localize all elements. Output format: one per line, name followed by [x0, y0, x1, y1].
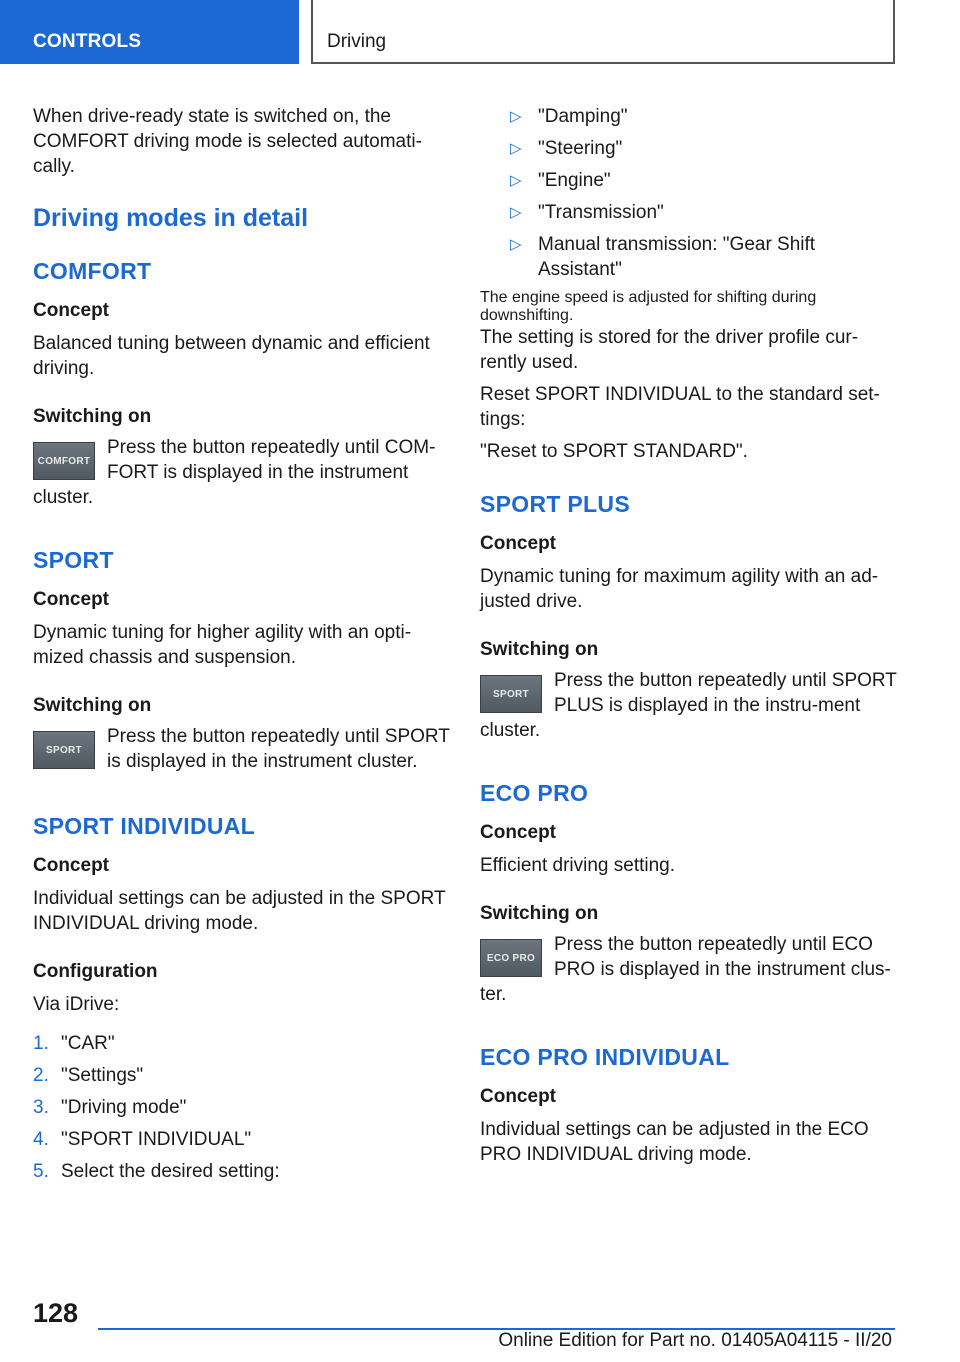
comfort-heading: COMFORT [33, 258, 152, 284]
comfort-concept-label: Concept [33, 300, 109, 321]
sport-concept-text: Dynamic tuning for higher agility with an opti-mized chassis and suspension. [33, 622, 412, 668]
step-number: 2. [33, 1065, 49, 1086]
step-text: "SPORT INDIVIDUAL" [61, 1129, 252, 1150]
configuration-label: Configuration [33, 961, 158, 982]
comfort-concept-text: Balanced tuning between dynamic and efficient driving. [33, 333, 430, 379]
reset-text: Reset SPORT INDIVIDUAL to the standard set-tings: [480, 384, 880, 430]
triangle-bullet-icon: ▷ [510, 172, 522, 189]
step-number: 5. [33, 1161, 49, 1182]
list-item [33, 1159, 451, 1184]
eco-pro-button-image: ECO PRO [480, 939, 542, 977]
header-section-tab: CONTROLS [0, 0, 299, 64]
configuration-steps [33, 1031, 451, 1184]
list-item [33, 1127, 451, 1152]
sport-button-image: SPORT [33, 731, 95, 769]
sport-plus-button-image: SPORT [480, 675, 542, 713]
sport-plus-concept-text: Dynamic tuning for maximum agility with an ad-justed drive. [480, 566, 879, 612]
step-text: "CAR" [61, 1033, 115, 1054]
section-heading: Driving modes in detail [33, 204, 309, 232]
list-item [480, 232, 900, 282]
sport-plus-concept-label: Concept [480, 533, 556, 554]
step-text: "Driving mode" [61, 1097, 187, 1118]
triangle-bullet-icon: ▷ [510, 108, 522, 125]
eco-pro-individual-concept-label: Concept [480, 1086, 556, 1107]
bullet-note: The engine speed is adjusted for shifting during downshifting. [480, 289, 817, 324]
right-column [480, 104, 900, 1167]
step-text: Select the desired setting: [61, 1161, 280, 1182]
configuration-text: Via iDrive: [33, 994, 120, 1015]
eco-pro-individual-heading: ECO PRO INDIVIDUAL [480, 1044, 730, 1070]
comfort-button-image: COMFORT [33, 442, 95, 480]
list-item [33, 1031, 451, 1056]
eco-pro-concept-text: Efficient driving setting. [480, 855, 676, 876]
comfort-switch-text: Press the button repeatedly until COM-FORT is displayed in the instrument cluster. [33, 437, 436, 508]
bullet-text: Manual transmission: "Gear Shift Assistant" [538, 234, 816, 280]
intro-paragraph: When drive-ready state is switched on, the COMFORT driving mode is selected automati-cally. [33, 106, 422, 177]
page-number: 128 [33, 1298, 79, 1328]
eco-pro-individual-concept-text: Individual settings can be adjusted in the ECO PRO INDIVIDUAL driving mode. [480, 1119, 869, 1165]
reset-command: "Reset to SPORT STANDARD". [480, 441, 748, 462]
sport-heading: SPORT [33, 547, 114, 573]
list-item [480, 104, 900, 129]
list-item [33, 1095, 451, 1120]
list-item [480, 168, 900, 193]
sport-individual-heading: SPORT INDIVIDUAL [33, 813, 256, 839]
footer-edition: Online Edition for Part no. 01405A04115 - II/20 [498, 1330, 892, 1351]
comfort-switch-block [33, 435, 451, 510]
step-text: "Settings" [61, 1065, 144, 1086]
sport-individual-concept-text: Individual settings can be adjusted in the SPORT INDIVIDUAL driving mode. [33, 888, 446, 934]
eco-pro-heading: ECO PRO [480, 780, 589, 806]
bullet-text: "Transmission" [538, 202, 664, 223]
list-item [480, 136, 900, 161]
bullet-text: "Steering" [538, 138, 623, 159]
list-item [480, 200, 900, 225]
header-chapter-title: Driving [311, 0, 895, 64]
sport-plus-switch-text: Press the button repeatedly until SPORT PLUS is displayed in the instru-ment cluster. [480, 670, 897, 741]
eco-pro-switch-text: Press the button repeatedly until ECO PRO is displayed in the instrument clus-ter. [480, 934, 891, 1005]
stored-text: The setting is stored for the driver profile cur-rently used. [480, 327, 859, 373]
sport-switch-text: Press the button repeatedly until SPORT is displayed in the instrument cluster. [107, 726, 450, 772]
bullet-text: "Engine" [538, 170, 611, 191]
sport-concept-label: Concept [33, 589, 109, 610]
sport-individual-concept-label: Concept [33, 855, 109, 876]
setting-options-list [480, 104, 900, 282]
eco-pro-switch-label: Switching on [480, 903, 599, 924]
sport-plus-switch-block [480, 668, 900, 743]
step-number: 3. [33, 1097, 49, 1118]
list-item [33, 1063, 451, 1088]
sport-switch-block [33, 724, 451, 776]
bullet-text: "Damping" [538, 106, 628, 127]
step-number: 4. [33, 1129, 49, 1150]
left-column [33, 104, 451, 1191]
step-number: 1. [33, 1033, 49, 1054]
eco-pro-switch-block [480, 932, 900, 1007]
comfort-switch-label: Switching on [33, 406, 152, 427]
eco-pro-concept-label: Concept [480, 822, 556, 843]
triangle-bullet-icon: ▷ [510, 236, 522, 253]
sport-switch-label: Switching on [33, 695, 152, 716]
sport-plus-heading: SPORT PLUS [480, 491, 630, 517]
sport-plus-switch-label: Switching on [480, 639, 599, 660]
triangle-bullet-icon: ▷ [510, 204, 522, 221]
triangle-bullet-icon: ▷ [510, 140, 522, 157]
